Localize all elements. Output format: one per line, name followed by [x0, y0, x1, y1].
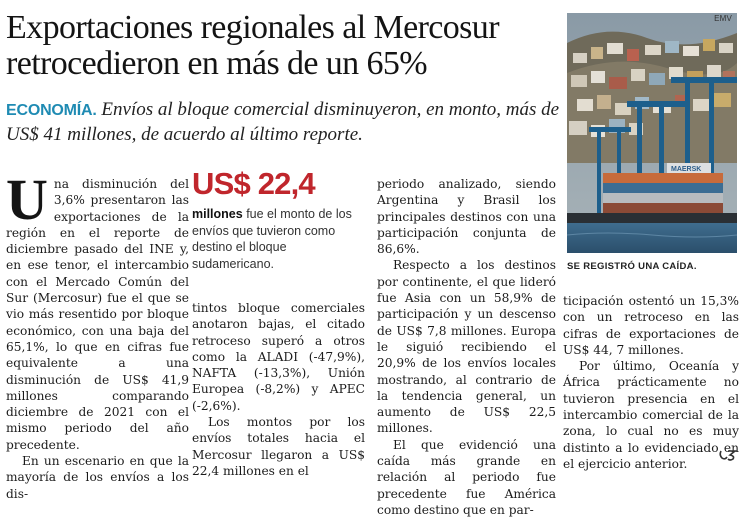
paragraph: El que evidenció una caída más grande en relación al periodo fue precedente fue América como destino que en par-	[377, 437, 556, 517]
port-photo	[567, 13, 737, 253]
paragraph: Respecto a los destinos por continente, el que lideró fue Asia con un 58,9% de participación y un descenso de US$ 7,8 millones. Europa le siguió recibiendo el 20,9% de los envíos locales mostrando, al contrario de la tendencia general, un aumento de US$ 22,5 millones.	[377, 258, 556, 436]
paragraph: tintos bloque comerciales anotaron bajas, el citado retroceso superó a otros como la ALADI (-47,9%), NAFTA (-13,3%), Unión Europea (-8,2%) y APEC (-2,6%).	[192, 301, 365, 413]
paragraph: Por último, Oceanía y África prácticamente no tuvieron presencia en el intercambio comercial de la zona, lo cual no es muy distinto a lo evidenciado en el ejercicio anterior.	[563, 359, 739, 471]
headline: Exportaciones regionales al Mercosur retrocedieron en más de un 65%	[6, 9, 499, 82]
paragraph: Los montos por los envíos totales hacia el Mercosur llegaron a US$ 22,4 millones en el	[192, 415, 365, 478]
end-of-article-icon	[718, 448, 738, 462]
photo-credit: EMV	[714, 14, 732, 23]
dropcap: U	[6, 167, 48, 232]
article-column-1	[6, 167, 189, 502]
section-kicker: ECONOMÍA.	[6, 102, 97, 119]
article-column-3	[377, 176, 556, 518]
lede	[6, 98, 562, 147]
paragraph: periodo analizado, siendo Argentina y Brasil los principales destinos con una participación conjunta de 86,6%.	[377, 177, 556, 257]
highlight-box	[192, 166, 362, 272]
article-column-2	[192, 300, 365, 479]
highlight-unit: millones	[192, 207, 243, 221]
paragraph: na disminución del 3,6% presentaron las exportaciones de la región en el reporte de diciembre pasado del INE y, en ese tenor, el intercambio con el Mercado Común del Sur (Mercosur) fue el que se vio más resentido por bloque económico, con una baja del 65,1%, lo que en cifras fue equivalente a una disminución de US$ 41,9 millones comparando diciembre de 2021 con el mismo periodo del año precedente.	[6, 177, 189, 452]
port-illustration	[567, 13, 737, 253]
paragraph: En un escenario en que la mayoría de los envíos a los dis-	[6, 454, 189, 501]
lede-text: Envíos al bloque comercial disminuyeron, en monto, más de US$ 41 millones, de acuerdo al último reporte.	[6, 99, 560, 145]
highlight-text: fue el monto de los envíos que tuvieron como destino el bloque sudamericano.	[192, 207, 352, 271]
highlight-figure: US$ 22,4	[192, 166, 315, 201]
paragraph: ticipación ostentó un 15,3% con un retroceso en las cifras de exportaciones de US$ 44, 7 millones.	[563, 294, 739, 357]
photo-caption: SE REGISTRÓ UNA CAÍDA.	[567, 261, 697, 272]
article-column-4	[563, 293, 739, 472]
highlight-caption	[192, 206, 362, 272]
container-label: MAERSK	[671, 166, 702, 173]
